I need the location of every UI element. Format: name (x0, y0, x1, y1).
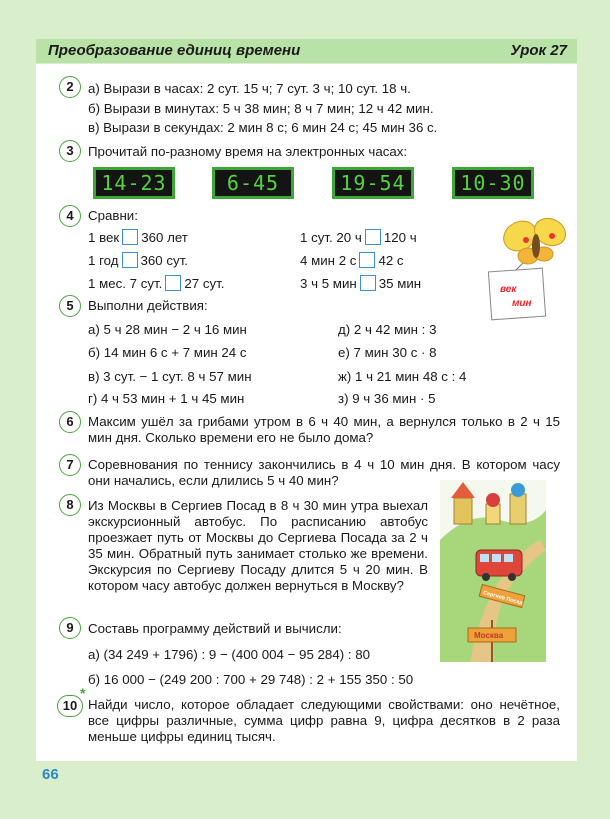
task-2-line-c: в) Вырази в секундах: 2 мин 8 с; 6 мин 24 с; 45 мин 36 с. (88, 120, 438, 135)
bus-window (480, 554, 489, 562)
task-10-text: Найди число, которое обладает следующими свойствами: оно нечётное, все цифры различные, сумма цифр равна 9, цифра десятков в 2 раза меньше цифры единиц тысяч. (88, 697, 560, 744)
compare-right: 120 ч (383, 230, 417, 245)
compare-box[interactable] (359, 252, 375, 268)
compare-row (300, 229, 417, 246)
compare-row (88, 252, 188, 269)
task-5-text: Выполни действия: (88, 298, 208, 313)
compare-row (300, 252, 404, 269)
task-number-10: 10 (57, 695, 83, 717)
task-6-text: Максим ушёл за грибами утром в 6 ч 40 мин, а вернулся только в 2 ч 15 мин дня. Сколько времени его не было дома? (88, 414, 560, 445)
task-5-item-g: г) 4 ч 53 мин + 1 ч 45 мин (88, 391, 245, 406)
asterisk-icon: * (80, 685, 86, 701)
compare-left: 1 век (88, 230, 120, 245)
compare-box[interactable] (122, 229, 138, 245)
compare-left: 1 мес. 7 сут. (88, 276, 163, 291)
compare-left: 1 год (88, 253, 119, 268)
page-number: 66 (42, 766, 59, 783)
compare-right: 27 сут. (184, 276, 225, 291)
task-number-9: 9 (59, 617, 81, 639)
compare-box[interactable] (165, 275, 181, 291)
compare-box[interactable] (365, 229, 381, 245)
task-9-text: Составь программу действий и вычисли: (88, 621, 342, 636)
butterfly-illustration (486, 212, 574, 322)
sign-moscow-text: Москва (474, 631, 504, 640)
dome (486, 493, 500, 507)
bus-body (476, 550, 522, 576)
task-5-item-b: б) 14 мин 6 с + 7 мин 24 с (88, 345, 247, 360)
tower (510, 494, 526, 524)
task-number-2: 2 (59, 76, 81, 98)
compare-left: 3 ч 5 мин (300, 276, 357, 291)
compare-right: 42 с (378, 253, 404, 268)
lesson-number: Урок 27 (510, 42, 567, 59)
task-2-line-a: а) Вырази в часах: 2 сут. 15 ч; 7 сут. 3 ч; 10 сут. 18 ч. (88, 81, 411, 96)
compare-box[interactable] (122, 252, 138, 268)
page-content (36, 64, 577, 761)
task-3-text: Прочитай по-разному время на электронных часах: (88, 144, 408, 159)
task-7-text: Соревнования по теннису закончились в 4 ч 10 мин дня. В котором часу они начались, если длились 5 ч 40 мин? (88, 457, 560, 488)
compare-right: 360 лет (141, 230, 188, 245)
task-5-item-a: а) 5 ч 28 мин − 2 ч 16 мин (88, 322, 247, 337)
task-8-text: Из Москвы в Сергиев Посад в 8 ч 30 мин утра выехал экскурсионный автобус. По расписанию автобус проезжает путь от Москвы до Сергиева Посада за 2 ч 35 мин. Обратный путь занимает столько же времени. Экскурсия по Сергиеву Посаду длится 5 ч 20 мин. В котором часу автобус должен вернуться в Москву? (88, 498, 428, 593)
butterfly-body (532, 234, 540, 258)
sign-text-bottom: мин (512, 298, 532, 309)
sign-text-top: век (500, 284, 517, 295)
task-5-item-d: д) 2 ч 42 мин : 3 (338, 322, 437, 337)
compare-right: 360 сут. (140, 253, 189, 268)
task-number-5: 5 (59, 295, 81, 317)
compare-row (88, 229, 188, 246)
digital-clock-2: 6-45 (212, 167, 294, 199)
task-5-item-v: в) 3 сут. − 1 сут. 8 ч 57 мин (88, 369, 252, 384)
compare-left: 1 сут. 20 ч (300, 230, 362, 245)
bus-window (492, 554, 501, 562)
lesson-header (36, 39, 577, 63)
task-5-item-zh: ж) 1 ч 21 мин 48 с : 4 (338, 369, 467, 384)
task-4-text: Сравни: (88, 208, 138, 223)
bus-window (504, 554, 513, 562)
task-number-8: 8 (59, 494, 81, 516)
sign-sergiev-text: Сергиев Посад (482, 590, 524, 607)
compare-left: 4 мин 2 с (300, 253, 357, 268)
bus-wheel (482, 573, 490, 581)
task-5-item-e: е) 7 мин 30 с · 8 (338, 345, 437, 360)
task-9-expr-a: а) (34 249 + 1796) : 9 − (400 004 − 95 284) : 80 (88, 647, 371, 662)
task-2-line-b: б) Вырази в минутах: 5 ч 38 мин; 8 ч 7 мин; 12 ч 42 мин. (88, 101, 434, 116)
butterfly-spot (549, 233, 555, 239)
task-number-7: 7 (59, 454, 81, 476)
compare-box[interactable] (360, 275, 376, 291)
compare-right: 35 мин (378, 276, 422, 291)
digital-clock-4: 10-30 (452, 167, 534, 199)
bus-road-illustration (440, 480, 546, 662)
task-number-6: 6 (59, 411, 81, 433)
church (454, 498, 472, 524)
bus-wheel (508, 573, 516, 581)
sign-board (488, 268, 545, 320)
digital-clock-1: 14-23 (93, 167, 175, 199)
compare-row (300, 275, 421, 292)
task-9-expr-b: б) 16 000 − (249 200 : 700 + 29 748) : 2 + 155 350 : 50 (88, 672, 414, 687)
digital-clock-3: 19-54 (332, 167, 414, 199)
task-number-3: 3 (59, 140, 81, 162)
dome (511, 483, 525, 497)
lesson-title: Преобразование единиц времени (48, 42, 301, 59)
task-5-item-z: з) 9 ч 36 мин · 5 (338, 391, 436, 406)
compare-row (88, 275, 224, 292)
butterfly-spot (523, 237, 529, 243)
task-number-4: 4 (59, 205, 81, 227)
